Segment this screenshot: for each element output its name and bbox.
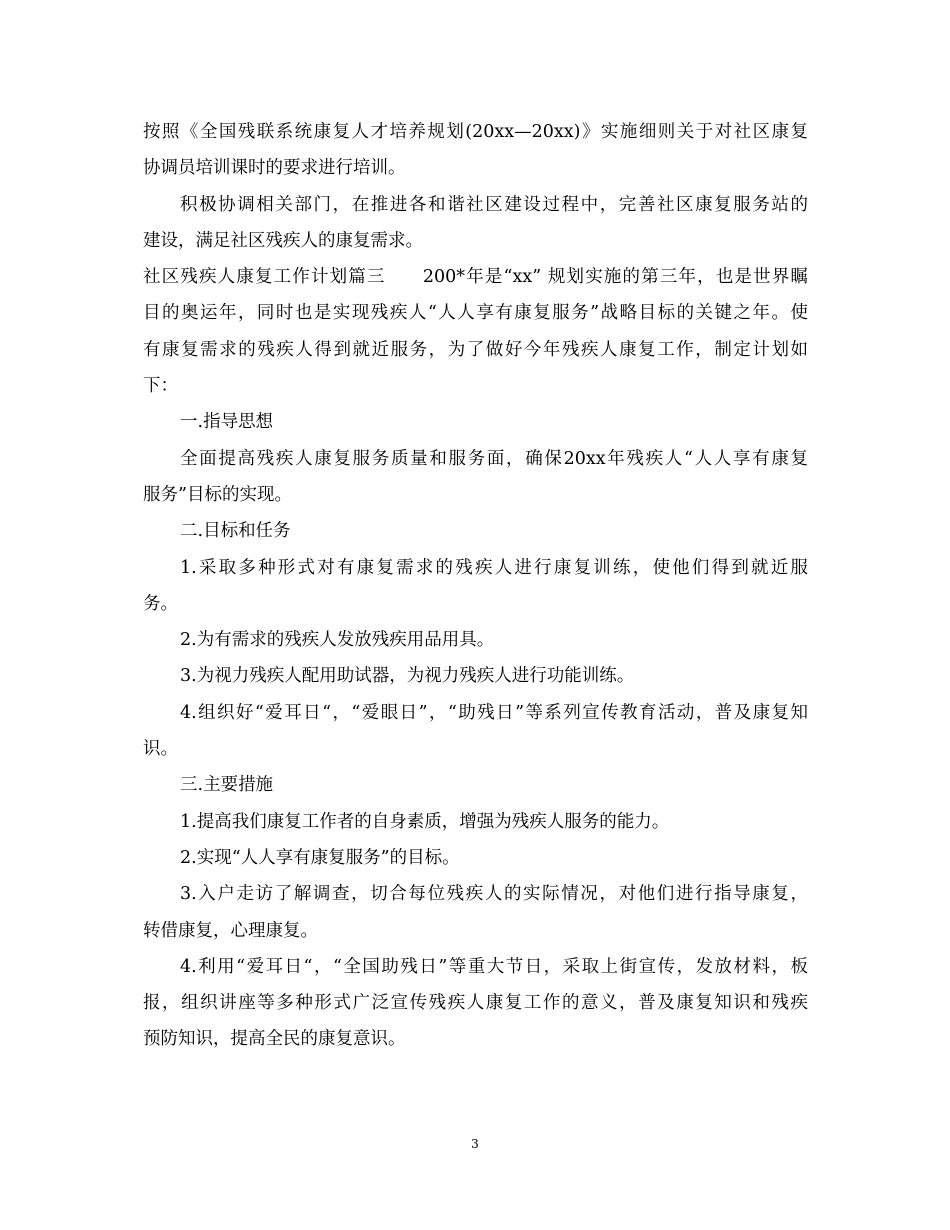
heading-guiding-ideology: 一.指导思想 (180, 412, 274, 433)
paragraph-line: 积极协调相关部门，在推进各和谐社区建设过程中，完善社区康复服务站的 (180, 194, 808, 215)
paragraph-line: 服务”目标的实现。 (143, 484, 292, 505)
list-item-line: 2.为有需求的残疾人发放残疾用品用具。 (180, 630, 495, 651)
list-item-line: 预防知识，提高全民的康复意识。 (143, 1029, 406, 1050)
paragraph-line: 目的奥运年，同时也是实现残疾人“人人享有康复服务”战略目标的关键之年。使 (143, 303, 808, 324)
paragraph-line: 下： (143, 376, 178, 397)
paragraph-line: 按照《全国残联系统康复人才培养规划(20xx—20xx)》实施细则关于对社区康复 (143, 122, 808, 142)
list-item-line: 4.组织好“爱耳日“，“爱眼日”，“助残日”等系列宣传教育活动，普及康复知 (180, 702, 808, 723)
list-item-line: 识。 (143, 739, 178, 760)
list-item-line: 2.实现“人人享有康复服务”的目标。 (180, 847, 460, 868)
paragraph-line: 全面提高残疾人康复服务质量和服务面，确保20xx年残疾人“人人享有康复 (180, 448, 808, 469)
heading-main-measures: 三.主要措施 (180, 775, 274, 796)
list-item-line: 4.利用“爱耳日“，“全国助残日”等重大节日，采取上街宣传，发放材料，板 (180, 956, 808, 977)
page-number: 3 (471, 1137, 479, 1151)
list-item-line: 务。 (143, 593, 178, 614)
document-body (143, 114, 808, 1058)
paragraph-line: 有康复需求的残疾人得到就近服务，为了做好今年残疾人康复工作，制定计划如 (143, 339, 808, 360)
list-item-line: 1.采取多种形式对有康复需求的残疾人进行康复训练，使他们得到就近服 (180, 557, 808, 578)
list-item-line: 3.入户走访了解调查，切合每位残疾人的实际情况，对他们进行指导康复， (180, 884, 808, 905)
heading-goals-and-tasks: 二.目标和任务 (180, 521, 291, 542)
list-item-line: 1.提高我们康复工作者的自身素质，增强为残疾人服务的能力。 (180, 811, 670, 832)
paragraph-line: 建设，满足社区残疾人的康复需求。 (143, 230, 423, 251)
section-title-line: 社区残疾人康复工作计划篇三 200*年是“xx” 规划实施的第三年，也是世界瞩 (143, 267, 808, 288)
list-item-line: 3.为视力残疾人配用助试器，为视力残疾人进行功能训练。 (180, 666, 635, 687)
list-item-line: 报，组织讲座等多种形式广泛宣传残疾人康复工作的意义，普及康复知识和残疾 (143, 993, 808, 1014)
paragraph-line: 协调员培训课时的要求进行培训。 (143, 158, 406, 179)
list-item-line: 转借康复，心理康复。 (143, 920, 318, 941)
